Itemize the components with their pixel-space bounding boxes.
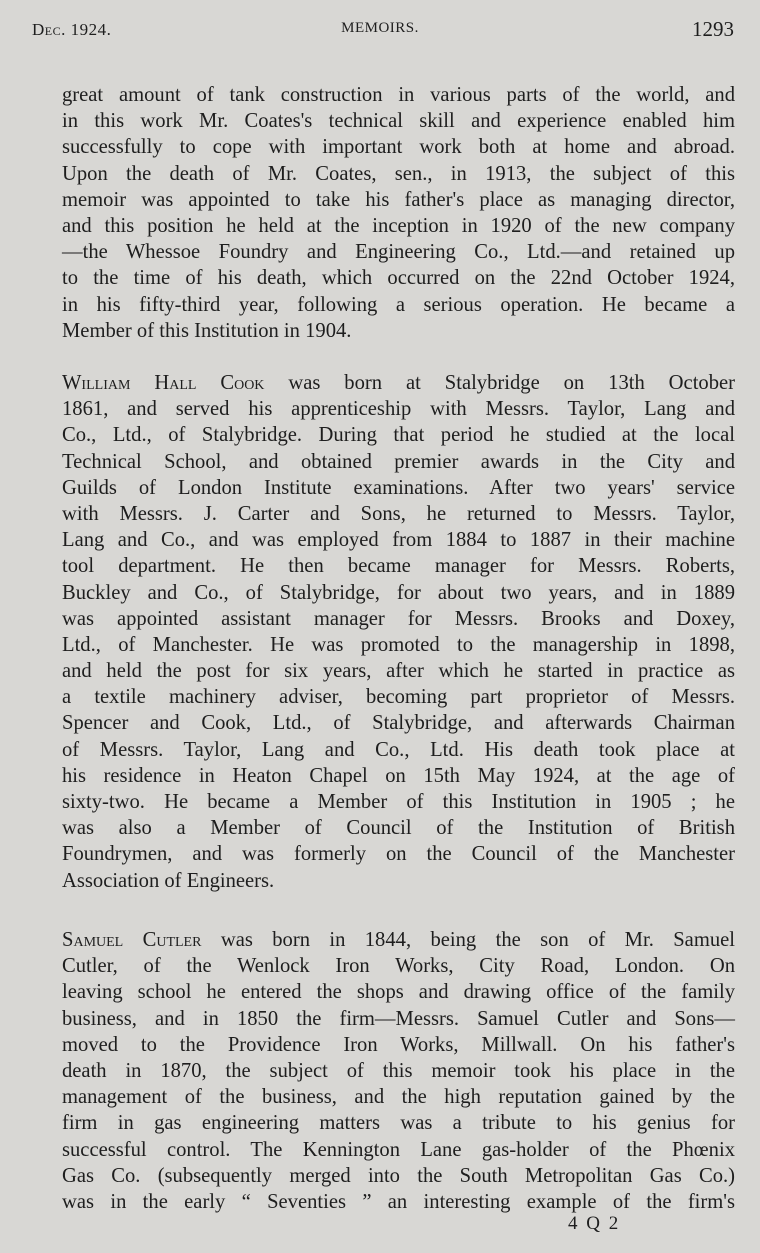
text-line: Buckley and Co., of Stalybridge, for about two years, and in 1889 — [62, 581, 735, 604]
text-line: Ltd., of Manchester. He was promoted to the managership in 1898, — [62, 633, 735, 656]
memoir-subject-name: Samuel Cutler — [62, 929, 202, 951]
text-line: in his fifty-third year, following a serious operation. He became a — [62, 293, 735, 316]
running-head-date: Dec. 1924. — [32, 20, 112, 39]
text-line: and this position he held at the inception in 1920 of the new company — [62, 214, 735, 237]
signature-mark: 4 Q 2 — [568, 1213, 619, 1234]
text-line: in this work Mr. Coates's technical skill and experience enabled him — [62, 110, 735, 133]
text-line: to the time of his death, which occurred on the 22nd October 1924, — [62, 267, 735, 290]
text-line: sixty-two. He became a Member of this Institution in 1905 ; he — [62, 791, 735, 813]
text-line: tool department. He then became manager for Messrs. Roberts, — [62, 555, 735, 578]
text-line: memoir was appointed to take his father's place as managing director, — [62, 188, 735, 211]
text-line: with Messrs. J. Carter and Sons, he returned to Messrs. Taylor, — [62, 502, 735, 525]
text-line: Association of Engineers. — [62, 869, 275, 892]
text-line: successful control. The Kennington Lane gas-holder of the Phœnix — [62, 1138, 735, 1161]
text-line: of Messrs. Taylor, Lang and Co., Ltd. His death took place at — [62, 738, 735, 761]
text-line: was appointed assistant manager for Messrs. Brooks and Doxey, — [62, 607, 735, 630]
text-line — [62, 370, 735, 396]
text-line: Technical School, and obtained premier awards in the City and — [62, 450, 735, 473]
page-number: 1293 — [692, 17, 734, 41]
text-line: management of the business, and the high reputation gained by the — [62, 1086, 735, 1109]
line-text: was born at Stalybridge on 13th October — [264, 372, 736, 394]
text-line: successfully to cope with important work both at home and abroad. — [62, 136, 735, 159]
text-line: a textile machinery adviser, becoming part proprietor of Messrs. — [62, 686, 735, 709]
text-line: Spencer and Cook, Ltd., of Stalybridge, and afterwards Chairman — [62, 712, 735, 735]
text-line: death in 1870, the subject of this memoir took his place in the — [62, 1059, 735, 1082]
text-line: Cutler, of the Wenlock Iron Works, City Road, London. On — [62, 955, 735, 978]
text-line: firm in gas engineering matters was a tribute to his genius for — [62, 1112, 735, 1135]
text-line: was also a Member of Council of the Institution of British — [62, 817, 735, 840]
text-line: his residence in Heaton Chapel on 15th May 1924, at the age of — [62, 764, 735, 787]
text-line: 1861, and served his apprenticeship with Messrs. Taylor, Lang and — [62, 398, 735, 421]
text-line: business, and in 1850 the firm—Messrs. Samuel Cutler and Sons— — [62, 1007, 735, 1030]
text-line: was in the early “ Seventies ” an interesting example of the firm's — [62, 1190, 735, 1213]
text-line: Gas Co. (subsequently merged into the South Metropolitan Gas Co.) — [62, 1164, 735, 1187]
text-line: Member of this Institution in 1904. — [62, 319, 352, 342]
text-line: Co., Ltd., of Stalybridge. During that period he studied at the local — [62, 424, 735, 447]
text-line: leaving school he entered the shops and drawing office of the family — [62, 981, 735, 1004]
text-line: great amount of tank construction in various parts of the world, and — [62, 84, 735, 106]
memoir-paragraph-samuel-cutler — [62, 927, 735, 1215]
memoir-paragraph-coates-continued — [62, 82, 735, 344]
text-line: Guilds of London Institute examinations. After two years' service — [62, 476, 735, 499]
text-line: and held the post for six years, after which he started in practice as — [62, 660, 735, 683]
line-text: was born in 1844, being the son of Mr. Samuel — [201, 929, 735, 951]
text-line: Foundrymen, and was formerly on the Council of the Manchester — [62, 843, 735, 866]
memoir-subject-name: William Hall Cook — [62, 372, 265, 394]
text-line: moved to the Providence Iron Works, Millwall. On his father's — [62, 1033, 735, 1056]
text-line: Upon the death of Mr. Coates, sen., in 1913, the subject of this — [62, 162, 735, 185]
text-line: Lang and Co., and was employed from 1884 to 1887 in their machine — [62, 529, 735, 552]
running-head-title: MEMOIRS. — [341, 20, 419, 36]
text-line — [62, 927, 735, 953]
text-line: —the Whessoe Foundry and Engineering Co., Ltd.—and retained up — [62, 241, 735, 264]
memoir-paragraph-william-hall-cook — [62, 370, 735, 894]
